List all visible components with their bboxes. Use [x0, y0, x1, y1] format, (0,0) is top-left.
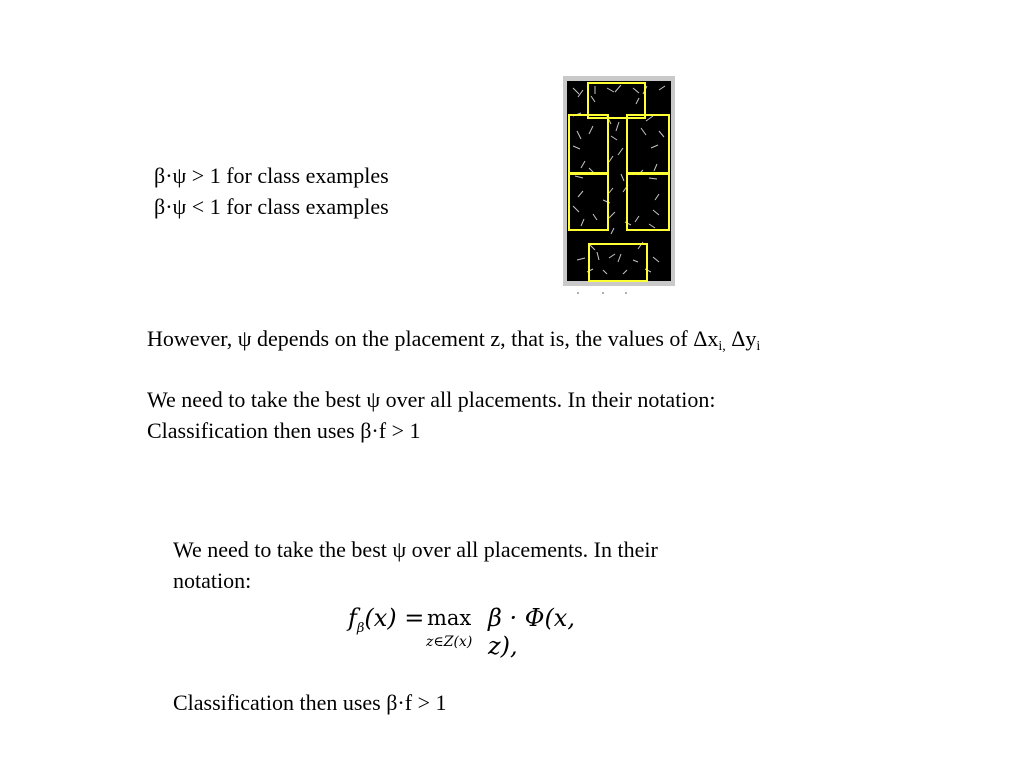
hog-part-model-figure	[563, 76, 675, 286]
bottom-best-psi-line-1: We need to take the best ψ over all placements. In their	[173, 537, 658, 562]
formula-f: f	[348, 604, 357, 632]
figure-caption-dots	[571, 290, 641, 296]
formula-beta-subscript: β	[356, 621, 365, 636]
formula-argument: (x) =	[364, 604, 425, 632]
bottom-classification-line: Classification then uses β·f > 1	[173, 690, 447, 715]
subscript-i-y: i	[756, 339, 761, 354]
formula-max-operator: max	[427, 606, 472, 630]
max-formula	[348, 600, 608, 660]
condition-line-1: β·ψ > 1 for class examples	[154, 163, 389, 188]
condition-line-2: β·ψ < 1 for class examples	[154, 194, 389, 219]
best-psi-line: We need to take the best ψ over all placements. In their notation:	[147, 387, 716, 412]
figure-root-background	[567, 81, 671, 281]
delta-y-text: Δy	[725, 326, 757, 351]
formula-lhs	[348, 604, 424, 636]
hog-figure-svg	[563, 76, 675, 286]
formula-max-subscript: z∈Z(x)	[426, 634, 473, 650]
however-line	[147, 323, 760, 354]
subscript-i-x: i,	[718, 339, 726, 354]
however-text: However, ψ depends on the placement z, that is, the values of Δx	[147, 326, 719, 351]
bottom-best-psi-line-2: notation:	[173, 568, 252, 593]
classification-line: Classification then uses β·f > 1	[147, 418, 421, 443]
formula-rhs: β · Φ(x, z),	[488, 604, 575, 660]
